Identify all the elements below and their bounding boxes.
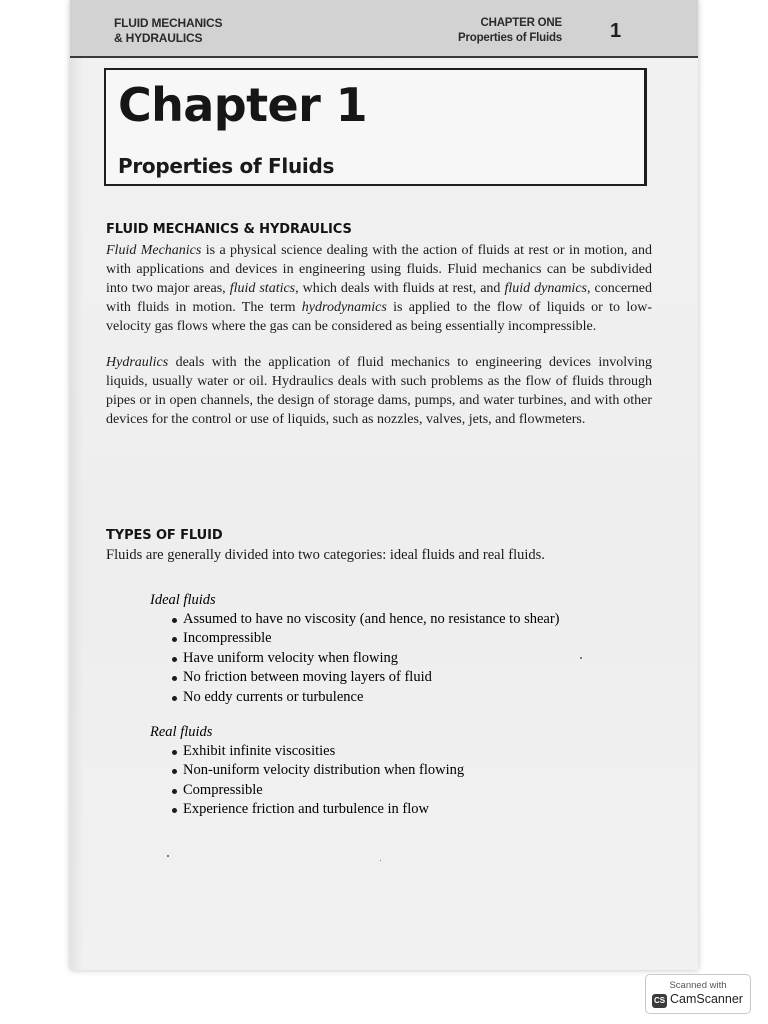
running-header (70, 0, 698, 58)
list-item: Non-uniform velocity distribution when flowing (172, 761, 650, 780)
types-intro: Fluids are generally divided into two categories: ideal fluids and real fluids. (106, 547, 545, 563)
paragraph-fluid-mechanics: Fluid Mechanics is a physical science dealing with the action of fluids at rest or in motion, and with applications and devices in engineering using fluids. Fluid mechanics can be subdivided into two major areas, fluid statics, which deals with fluids at rest, and fluid dynamics, concerned with fluids in motion. The term hydrodynamics is applied to the flow of liquids or to low-velocity gas flows where the gas can be considered as being essentially incompressible. (106, 243, 653, 334)
list-item: No eddy currents or turbulence (172, 688, 650, 707)
header-book-title: FLUID MECHANICS & HYDRAULICS (114, 16, 223, 45)
chapter-title-box (104, 68, 647, 186)
scanned-page (70, 0, 698, 970)
chapter-title: Chapter 1 (118, 78, 367, 132)
watermark-caption: Scanned with (669, 980, 727, 991)
real-fluids-title: Real fluids (150, 724, 213, 740)
list-item: Have uniform velocity when flowing (172, 649, 650, 668)
list-item: No friction between moving layers of fluid (172, 668, 650, 687)
chapter-subtitle: Properties of Fluids (118, 154, 335, 178)
watermark-app-name: CamScanner (670, 992, 743, 1006)
list-item: Incompressible (172, 629, 650, 648)
camscanner-watermark (645, 974, 751, 1014)
list-item: Experience friction and turbulence in flow (172, 800, 650, 819)
page-number: 1 (610, 20, 622, 42)
section-heading: FLUID MECHANICS & HYDRAULICS (106, 222, 352, 237)
real-fluids-bullets (172, 742, 650, 820)
section-heading: TYPES OF FLUID (106, 528, 223, 543)
paragraph-hydraulics: Hydraulics deals with the application of fluid mechanics to engineering devices involving liquids, usually water or oil. Hydraulics deals with such problems as the flow of fluids through pipes or in open channels, the design of storage dams, pumps, and water turbines, and with other devices for the control or use of liquids, such as nozzles, valves, jets, and flowmeters. (106, 355, 652, 427)
ideal-fluids-bullets (172, 610, 650, 707)
real-fluids-list (150, 722, 650, 820)
list-item: Assumed to have no viscosity (and hence, no resistance to shear) (172, 610, 650, 629)
ideal-fluids-list (150, 590, 650, 707)
scan-speck (580, 657, 582, 659)
list-item: Compressible (172, 781, 650, 800)
scan-speck (380, 860, 381, 861)
camscanner-logo-icon: CS (652, 994, 667, 1008)
ideal-fluids-title: Ideal fluids (150, 592, 216, 608)
header-chapter-label: CHAPTER ONE Properties of Fluids (458, 17, 562, 44)
list-item: Exhibit infinite viscosities (172, 742, 650, 761)
section-fluid-mechanics (106, 222, 652, 429)
section-types-of-fluid (106, 528, 652, 565)
scan-speck (167, 855, 169, 857)
